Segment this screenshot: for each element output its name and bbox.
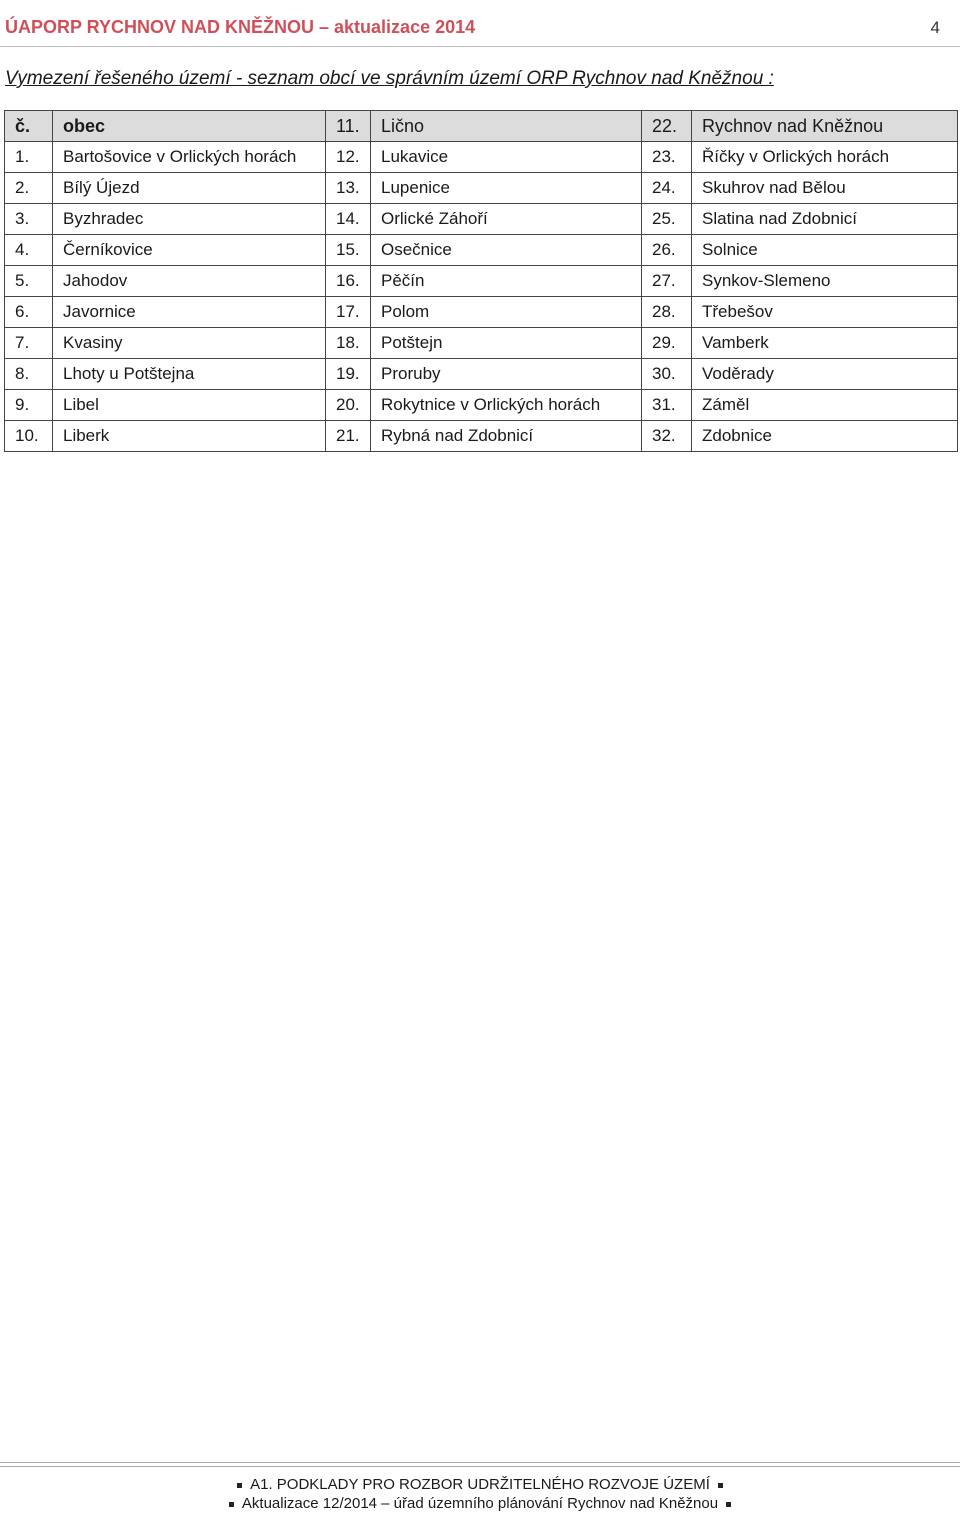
table-cell-number: 13. xyxy=(326,173,371,204)
square-bullet-icon xyxy=(726,1502,731,1507)
table-cell-municipality: Vamberk xyxy=(692,328,958,359)
table-cell-number: 25. xyxy=(642,204,692,235)
table-row xyxy=(5,390,958,421)
table-cell-municipality: Pěčín xyxy=(371,266,642,297)
table-cell-number: 6. xyxy=(5,297,53,328)
table-cell-municipality: Proruby xyxy=(371,359,642,390)
table-cell-municipality: Říčky v Orlických horách xyxy=(692,142,958,173)
table-cell-municipality: Zdobnice xyxy=(692,421,958,452)
table-cell-municipality: Potštejn xyxy=(371,328,642,359)
table-cell-municipality: Libel xyxy=(53,390,326,421)
section-subtitle: Vymezení řešeného území - seznam obcí ve správním území ORP Rychnov nad Kněžnou : xyxy=(5,68,774,89)
footer-section-title: A1. PODKLADY PRO ROZBOR UDRŽITELNÉHO ROZVOJE ÚZEMÍ xyxy=(250,1476,710,1493)
table-cell-municipality: Rychnov nad Kněžnou xyxy=(692,111,958,142)
table-cell-number: 12. xyxy=(326,142,371,173)
table-row xyxy=(5,266,958,297)
table-cell-number: 8. xyxy=(5,359,53,390)
column-header-municipality: obec xyxy=(53,111,326,142)
table-row xyxy=(5,359,958,390)
table-cell-municipality: Lhoty u Potštejna xyxy=(53,359,326,390)
footer-line-2 xyxy=(0,1495,960,1512)
table-cell-municipality: Rybná nad Zdobnicí xyxy=(371,421,642,452)
table-cell-municipality: Lupenice xyxy=(371,173,642,204)
table-row xyxy=(5,173,958,204)
table-cell-municipality: Osečnice xyxy=(371,235,642,266)
table-cell-number: 5. xyxy=(5,266,53,297)
table-cell-municipality: Skuhrov nad Bělou xyxy=(692,173,958,204)
table-cell-number: 7. xyxy=(5,328,53,359)
table-cell-municipality: Jahodov xyxy=(53,266,326,297)
table-cell-municipality: Černíkovice xyxy=(53,235,326,266)
table-cell-number: 26. xyxy=(642,235,692,266)
table-cell-municipality: Bílý Újezd xyxy=(53,173,326,204)
page-number: 4 xyxy=(930,18,940,37)
header-divider xyxy=(0,46,960,47)
table-cell-number: 24. xyxy=(642,173,692,204)
footer-divider xyxy=(0,1462,960,1467)
square-bullet-icon xyxy=(237,1483,242,1488)
footer-update-note: Aktualizace 12/2014 – úřad územního plánování Rychnov nad Kněžnou xyxy=(241,1495,719,1512)
column-header-number: č. xyxy=(5,111,53,142)
table-cell-number: 19. xyxy=(326,359,371,390)
table-cell-municipality: Rokytnice v Orlických horách xyxy=(371,390,642,421)
table-cell-municipality: Javornice xyxy=(53,297,326,328)
table-cell-municipality: Voděrady xyxy=(692,359,958,390)
municipality-table xyxy=(4,110,958,452)
table-cell-municipality: Lično xyxy=(371,111,642,142)
table-cell-number: 3. xyxy=(5,204,53,235)
table-cell-municipality: Solnice xyxy=(692,235,958,266)
table-cell-number: 1. xyxy=(5,142,53,173)
table-cell-municipality: Kvasiny xyxy=(53,328,326,359)
table-cell-number: 17. xyxy=(326,297,371,328)
table-row xyxy=(5,204,958,235)
page-header xyxy=(0,0,960,48)
table-row xyxy=(5,297,958,328)
table-header-row xyxy=(5,111,958,142)
table-cell-number: 2. xyxy=(5,173,53,204)
page-footer xyxy=(0,1462,960,1514)
table-cell-municipality: Orlické Záhoří xyxy=(371,204,642,235)
document-title: ÚAPORP RYCHNOV NAD KNĚŽNOU – aktualizace 2014 xyxy=(5,17,476,37)
table-cell-number: 32. xyxy=(642,421,692,452)
table-cell-municipality: Liberk xyxy=(53,421,326,452)
square-bullet-icon xyxy=(229,1502,234,1507)
table-cell-municipality: Bartošovice v Orlických horách xyxy=(53,142,326,173)
table-cell-number: 31. xyxy=(642,390,692,421)
table-cell-number: 14. xyxy=(326,204,371,235)
footer-line-1 xyxy=(0,1476,960,1493)
table-cell-number: 21. xyxy=(326,421,371,452)
table-cell-municipality: Záměl xyxy=(692,390,958,421)
table-row xyxy=(5,421,958,452)
table-cell-number: 18. xyxy=(326,328,371,359)
table-cell-number: 11. xyxy=(326,111,371,142)
table-cell-number: 28. xyxy=(642,297,692,328)
table-cell-municipality: Byzhradec xyxy=(53,204,326,235)
table-row xyxy=(5,235,958,266)
table-cell-number: 22. xyxy=(642,111,692,142)
table-cell-number: 29. xyxy=(642,328,692,359)
table-cell-number: 10. xyxy=(5,421,53,452)
table-cell-municipality: Synkov-Slemeno xyxy=(692,266,958,297)
table-cell-number: 9. xyxy=(5,390,53,421)
table-cell-municipality: Polom xyxy=(371,297,642,328)
table-cell-municipality: Třebešov xyxy=(692,297,958,328)
table-cell-number: 20. xyxy=(326,390,371,421)
table-cell-number: 16. xyxy=(326,266,371,297)
table-row xyxy=(5,328,958,359)
table-cell-municipality: Slatina nad Zdobnicí xyxy=(692,204,958,235)
table-cell-number: 23. xyxy=(642,142,692,173)
table-cell-number: 30. xyxy=(642,359,692,390)
table-row xyxy=(5,142,958,173)
square-bullet-icon xyxy=(718,1483,723,1488)
table-cell-number: 27. xyxy=(642,266,692,297)
table-cell-number: 4. xyxy=(5,235,53,266)
table-cell-number: 15. xyxy=(326,235,371,266)
table-cell-municipality: Lukavice xyxy=(371,142,642,173)
